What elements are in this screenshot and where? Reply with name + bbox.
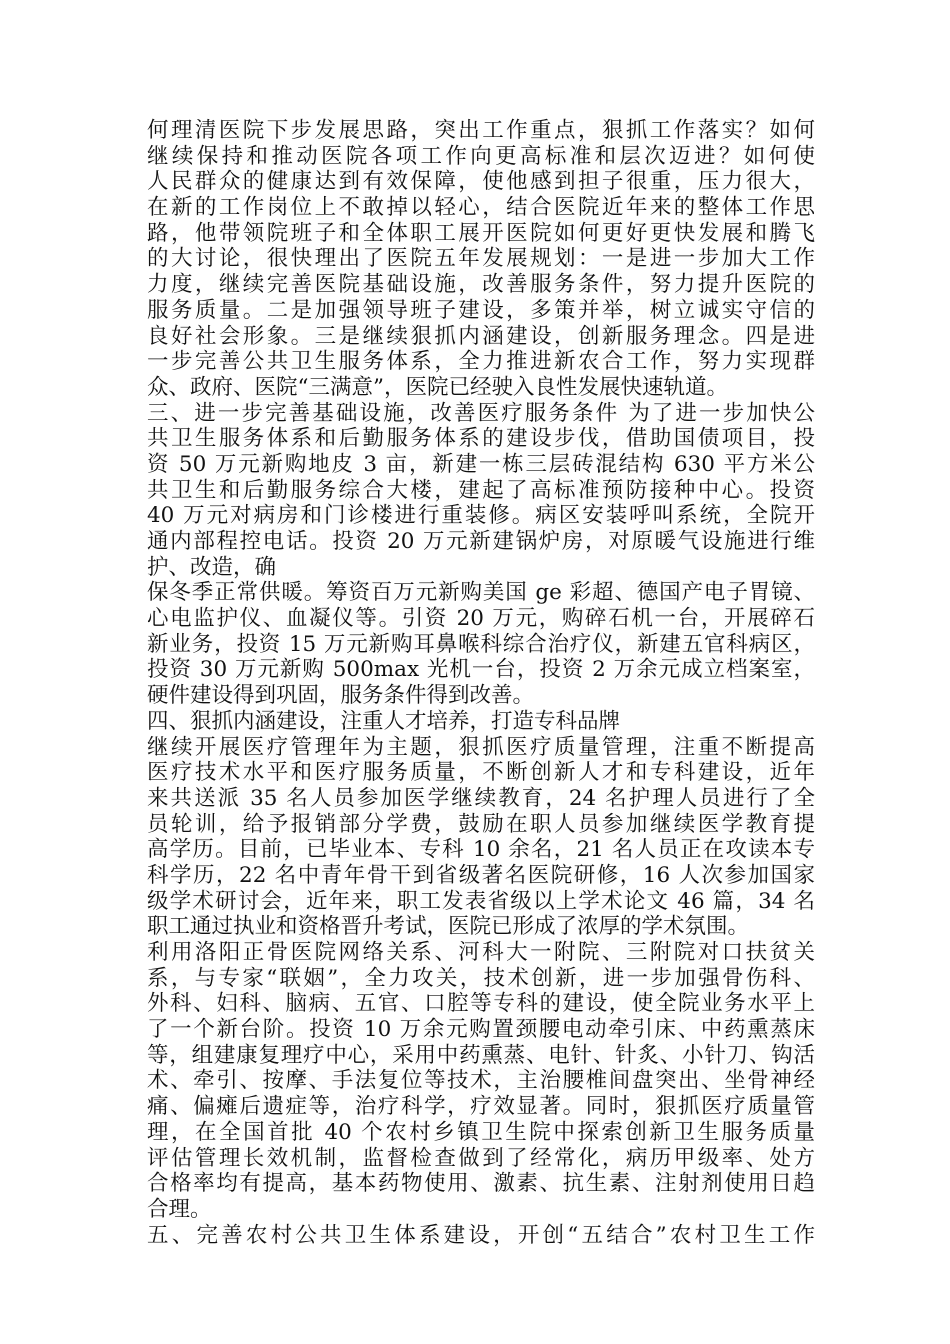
text-line: 合理。 xyxy=(147,1196,212,1222)
text-line: 硬件建设得到巩固，服务条件得到改善。 xyxy=(147,683,535,709)
text-line: 资 50 万元新购地皮 3 亩，新建一栋三层砖混结构 630 平方米公 xyxy=(147,451,815,477)
text-line: 来共送派 35 名人员参加医学继续教育，24 名护理人员进行了全 xyxy=(147,785,815,811)
text-line: 高学历。目前，已毕业本、专科 10 余名，21 名人员正在攻读本专 xyxy=(147,837,815,863)
section-heading: 四、狠抓内涵建设，注重人才培养，打造专科品牌 xyxy=(147,708,621,734)
text-line: 40 万元对病房和门诊楼进行重装修。病区安装呼叫系统，全院开 xyxy=(147,503,815,529)
text-line: 共卫生服务体系和后勤服务体系的建设步伐，借助国债项目，投 xyxy=(147,426,815,452)
text-line: 科学历，22 名中青年骨干到省级著名医院研修，16 人次参加国家 xyxy=(147,862,815,888)
text-line: 合格率均有提高，基本药物使用、激素、抗生素、注射剂使用日趋 xyxy=(147,1171,815,1197)
text-line: 人民群众的健康达到有效保障，使他感到担子很重，压力很大， xyxy=(147,169,815,195)
text-line: 理，在全国首批 40 个农村乡镇卫生院中探索创新卫生服务质量 xyxy=(147,1119,815,1145)
text-line: 良好社会形象。三是继续狠抓内涵建设，创新服务理念。四是进 xyxy=(147,323,815,349)
section-heading: 三、进一步完善基础设施，改善医疗服务条件 为了进一步加快公 xyxy=(147,400,815,426)
text-line: 新业务，投资 15 万元新购耳鼻喉科综合治疗仪，新建五官科病区， xyxy=(147,631,815,657)
text-line: 继续保持和推动医院各项工作向更高标准和层次迈进？如何使 xyxy=(147,143,815,169)
section-heading: 五、完善农村公共卫生体系建设，开创“五结合”农村卫生工作 xyxy=(147,1222,815,1248)
text-line: 员轮训，给予报销部分学费，鼓励在职人员参加继续医学教育提 xyxy=(147,811,815,837)
text-line: 外科、妇科、脑病、五官、口腔等专科的建设，使全院业务水平上 xyxy=(147,991,815,1017)
text-line: 力度，继续完善医院基础设施，改善服务条件，努力提升医院的 xyxy=(147,272,815,298)
text-line: 心电监护仪、血凝仪等。引资 20 万元，购碎石机一台，开展碎石 xyxy=(147,606,815,632)
text-line: 通内部程控电话。投资 20 万元新建锅炉房，对原暖气设施进行维 xyxy=(147,529,815,554)
text-line: 一步完善公共卫生服务体系，全力推进新农合工作，努力实现群 xyxy=(147,349,815,375)
text-line: 继续开展医疗管理年为主题，狠抓医疗质量管理，注重不断提高 xyxy=(147,734,815,760)
text-line: 了一个新台阶。投资 10 万余元购置颈腰电动牵引床、中药熏蒸床 xyxy=(147,1017,815,1043)
text-line: 医疗技术水平和医疗服务质量，不断创新人才和专科建设，近年 xyxy=(147,760,815,786)
text-line: 投资 30 万元新购 500max 光机一台，投资 2 万余元成立档案室， xyxy=(147,657,815,683)
text-line: 术、牵引、按摩、手法复位等技术，主治腰椎间盘突出、坐骨神经 xyxy=(147,1068,815,1094)
text-line: 共卫生和后勤服务综合大楼，建起了高标准预防接种中心。投资 xyxy=(147,477,815,503)
text-line: 何理清医院下步发展思路，突出工作重点，狠抓工作落实？如何 xyxy=(147,118,815,143)
text-line: 护、改造，确 xyxy=(147,554,277,580)
text-line: 服务质量。二是加强领导班子建设，多策并举，树立诚实守信的 xyxy=(147,297,815,323)
text-line: 级学术研讨会，近年来，职工发表省级以上学术论文 46 篇，34 名 xyxy=(147,888,815,914)
text-line: 等，组建康复理疗中心，采用中药熏蒸、电针、针炙、小针刀、钩活 xyxy=(147,1042,815,1068)
text-line: 路，他带领院班子和全体职工展开医院如何更好更快发展和腾飞 xyxy=(147,220,815,246)
document-page xyxy=(147,118,815,1248)
text-line: 系，与专家“联姻”，全力攻关，技术创新，进一步加强骨伤科、 xyxy=(147,965,815,991)
text-line: 职工通过执业和资格晋升考试，医院已形成了浓厚的学术氛围。 xyxy=(147,914,750,940)
text-line: 痛、偏瘫后遗症等，治疗科学，疗效显著。同时，狠抓医疗质量管 xyxy=(147,1094,815,1120)
text-line: 在新的工作岗位上不敢掉以轻心，结合医院近年来的整体工作思 xyxy=(147,195,815,221)
text-line: 利用洛阳正骨医院网络关系、河科大一附院、三附院对口扶贫关 xyxy=(147,940,815,965)
text-line: 的大讨论，很快理出了医院五年发展规划：一是进一步加大工作 xyxy=(147,246,815,272)
text-line: 保冬季正常供暖。筹资百万元新购美国 ge 彩超、德国产电子胃镜、 xyxy=(147,580,815,606)
text-line: 评估管理长效机制，监督检查做到了经常化，病历甲级率、处方 xyxy=(147,1145,815,1171)
text-line: 众、政府、医院“三满意”，医院已经驶入良性发展快速轨道。 xyxy=(147,374,728,400)
